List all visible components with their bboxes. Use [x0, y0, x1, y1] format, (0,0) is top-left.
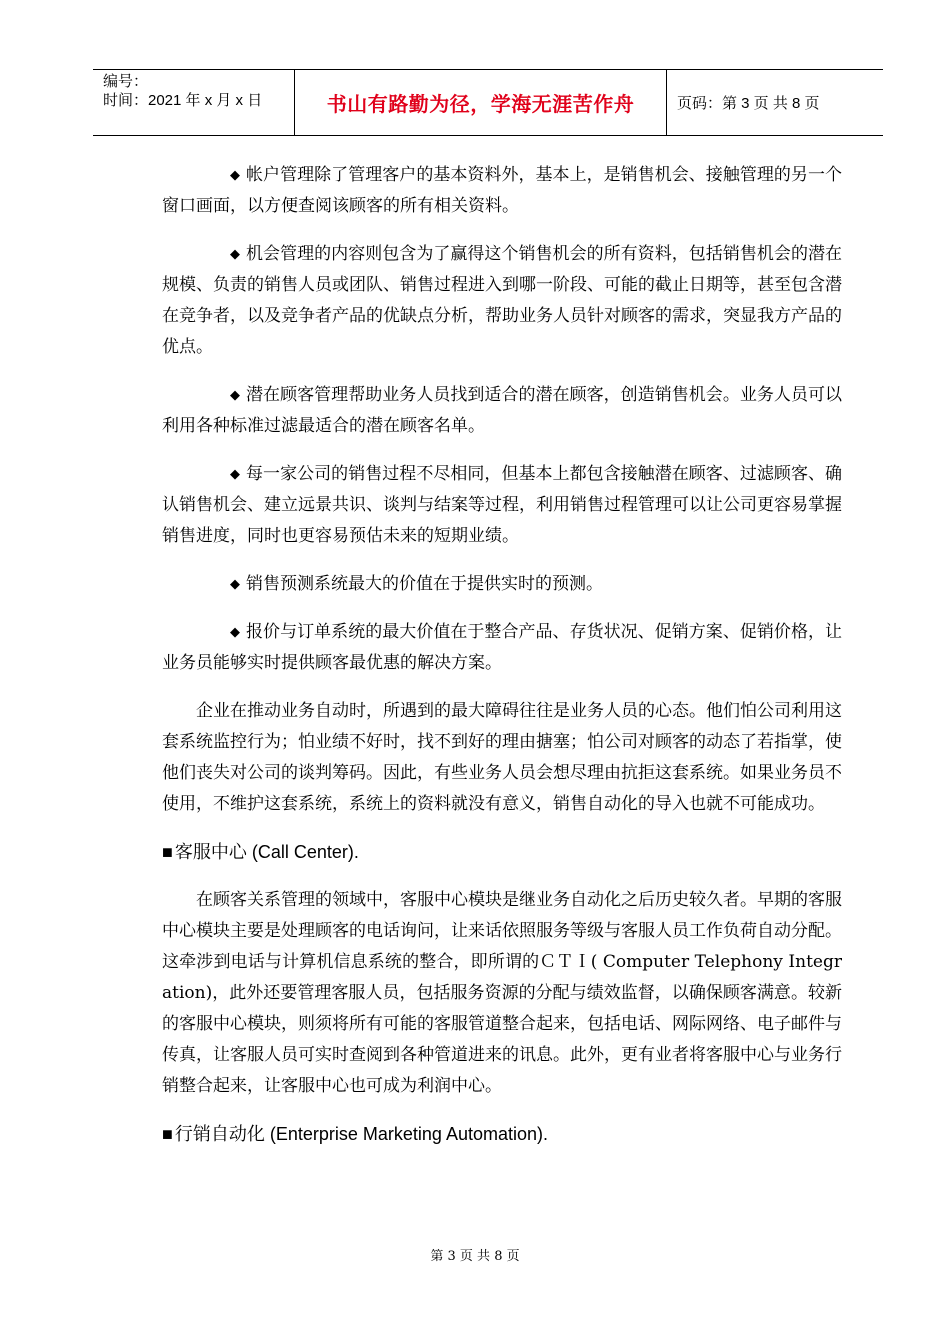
diamond-bullet-icon: ◆ — [230, 625, 240, 640]
bullet-paragraph — [162, 459, 842, 552]
bullet-paragraph — [162, 239, 842, 363]
bullet-text: 每一家公司的销售过程不尽相同，但基本上都包含接触潜在顾客、过滤顾客、确认销售机会、建立远景共识、谈判与结案等过程，利用销售过程管理可以让公司更容易掌握销售进度，同时也更容易预估未来的短期业绩。 — [162, 464, 842, 546]
bullet-text: 报价与订单系统的最大价值在于整合产品、存货状况、促销方案、促销价格，让业务员能够实时提供顾客最优惠的解决方案。 — [162, 622, 842, 673]
header-motto: 书山有路勤为径，学海无涯苦作舟 — [295, 70, 667, 135]
bullet-text: 销售预测系统最大的价值在于提供实时的预测。 — [246, 574, 603, 594]
date-text: 时间：2021 年 x 月 x 日 — [103, 92, 263, 109]
square-bullet-icon: ■ — [162, 842, 173, 862]
bullet-paragraph — [162, 380, 842, 442]
diamond-bullet-icon: ◆ — [230, 388, 240, 403]
page-footer: 第 3 页 共 8 页 — [430, 1249, 520, 1264]
page-header — [93, 69, 883, 136]
bullet-text: 潜在顾客管理帮助业务人员找到适合的潜在顾客，创造销售机会。业务人员可以利用各种标准过滤最适合的潜在顾客名单。 — [162, 385, 842, 436]
body-paragraph: 企业在推动业务自动时，所遇到的最大障碍往往是业务人员的心态。他们怕公司利用这套系统监控行为；怕业绩不好时，找不到好的理由搪塞；怕公司对顾客的动态了若指掌，使他们丧失对公司的谈判筹码。因此，有些业务人员会想尽理由抗拒这套系统。如果业务员不使用，不维护这套系统，系统上的资料就没有意义，销售自动化的导入也就不可能成功。 — [162, 701, 842, 814]
section-title: 行销自动化 (Enterprise Marketing Automation). — [174, 1124, 548, 1144]
document-body — [162, 160, 842, 1167]
bullet-paragraph — [162, 617, 842, 679]
bullet-text: 机会管理的内容则包含为了赢得这个销售机会的所有资料，包括销售机会的潜在规模、负责的销售人员或团队、销售过程进入到哪一阶段、可能的截止日期等，甚至包含潜在竞争者，以及竞争者产品的优缺点分析，帮助业务人员针对顾客的需求，突显我方产品的优点。 — [162, 244, 842, 357]
diamond-bullet-icon: ◆ — [230, 577, 240, 592]
header-meta — [93, 70, 295, 135]
body-paragraph: 在顾客关系管理的领域中，客服中心模块是继业务自动化之后历史较久者。早期的客服中心模块主要是处理顾客的电话询问，让来话依照服务等级与客服人员工作负荷自动分配。这牵涉到电话与计算机信息系统的整合，即所谓的ＣＴＩ( Computer Telephony Integration)，此外还要管理客服人员，包括服务资源的分配与绩效监督，以确保顾客满意。较新的客服中心模块，则须将所有可能的客服管道整合起来，包括电话、网际网络、电子邮件与传真，让客服人员可实时查阅到各种管道进来的讯息。此外，更有业者将客服中心与业务行销整合起来，让客服中心也可成为利润中心。 — [162, 890, 842, 1096]
bullet-text: 帐户管理除了管理客户的基本资料外，基本上，是销售机会、接触管理的另一个窗口画面，以方便查阅该顾客的所有相关资料。 — [162, 165, 842, 216]
section-heading — [162, 837, 842, 868]
code-label: 编号： — [103, 73, 149, 90]
diamond-bullet-icon: ◆ — [230, 168, 240, 183]
bullet-paragraph — [162, 160, 842, 222]
diamond-bullet-icon: ◆ — [230, 467, 240, 482]
section-heading — [162, 1119, 842, 1150]
section-title: 客服中心 (Call Center). — [174, 842, 359, 862]
bullet-paragraph — [162, 569, 842, 600]
header-page-info: 页码：第 3 页 共 8 页 — [677, 95, 820, 112]
diamond-bullet-icon: ◆ — [230, 247, 240, 262]
square-bullet-icon: ■ — [162, 1124, 173, 1144]
